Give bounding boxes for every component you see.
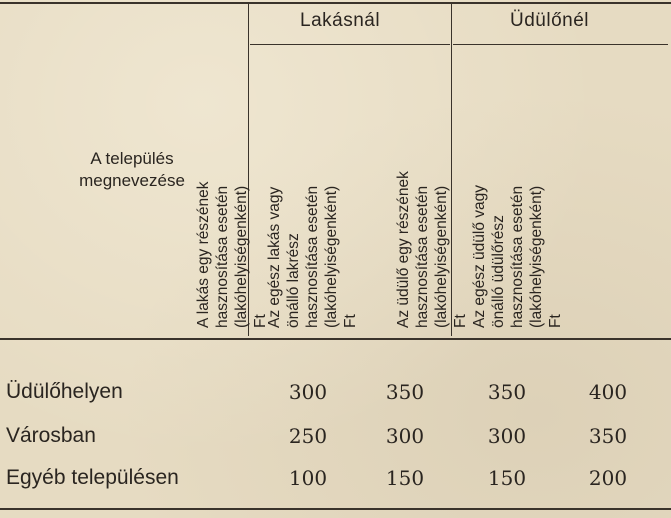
column-header-line: Ft <box>547 314 564 328</box>
column-header-line: hasznosítása esetén <box>414 185 431 328</box>
group-underline-udulo <box>453 44 668 45</box>
column-header-line: hasznosítása esetén <box>509 185 526 328</box>
column-header-line: (lakóhelyiségenként) <box>233 185 250 328</box>
table-row <box>0 466 671 502</box>
table-cell: 300 <box>385 424 425 448</box>
row-header-line: megnevezése <box>79 171 185 190</box>
table-cell: 400 <box>588 380 628 404</box>
row-label: Üdülőhelyen <box>6 380 123 403</box>
row-label: Egyéb településen <box>6 466 179 489</box>
column-header-line: Az üdülő egy részének <box>395 171 412 328</box>
row-header-line: A település <box>90 149 174 168</box>
header-bottom-rule <box>0 338 671 340</box>
column-header-line: Ft <box>452 314 469 328</box>
group-header-udulo: Üdülőnél <box>510 10 589 31</box>
column-header-line: Ft <box>252 314 269 328</box>
table-cell: 350 <box>487 380 527 404</box>
column-header-line: önálló lakrész <box>285 233 302 328</box>
row-header-title <box>52 148 212 192</box>
table-bottom-rule <box>0 508 671 510</box>
table-cell: 350 <box>588 424 628 448</box>
table-cell: 100 <box>288 466 328 490</box>
column-header-line: (lakóhelyiségenként) <box>433 185 450 328</box>
column-header-lakas-resz <box>194 182 270 328</box>
group-underline-lakas <box>250 44 450 45</box>
column-header-lakas-egesz <box>265 186 360 328</box>
column-header-line: (lakóhelyiségenként) <box>528 185 545 328</box>
column-header-line: (lakóhelyiségenként) <box>323 185 340 328</box>
column-header-line: Az egész üdülő vagy <box>471 184 488 328</box>
table-cell: 350 <box>385 380 425 404</box>
column-header-udulo-resz <box>394 171 470 328</box>
table-cell: 300 <box>288 380 328 404</box>
table-cell: 200 <box>588 466 628 490</box>
table-row <box>0 424 671 460</box>
table-cell: 150 <box>487 466 527 490</box>
column-header-line: hasznosítása esetén <box>304 185 321 328</box>
column-header-line: Az egész lakás vagy <box>266 186 283 328</box>
table-cell: 300 <box>487 424 527 448</box>
column-header-udulo-egesz <box>470 185 565 328</box>
column-header-line: hasznosítása esetén <box>214 185 231 328</box>
group-header-lakas: Lakásnál <box>300 10 381 31</box>
table-top-rule <box>0 2 671 4</box>
column-header-line: önálló üdülőrész <box>490 215 507 328</box>
table-row <box>0 380 671 416</box>
table-cell: 250 <box>288 424 328 448</box>
row-label: Városban <box>6 424 96 447</box>
column-header-line: A lakás egy részének <box>195 181 212 328</box>
table-cell: 150 <box>385 466 425 490</box>
column-header-line: Ft <box>342 314 359 328</box>
